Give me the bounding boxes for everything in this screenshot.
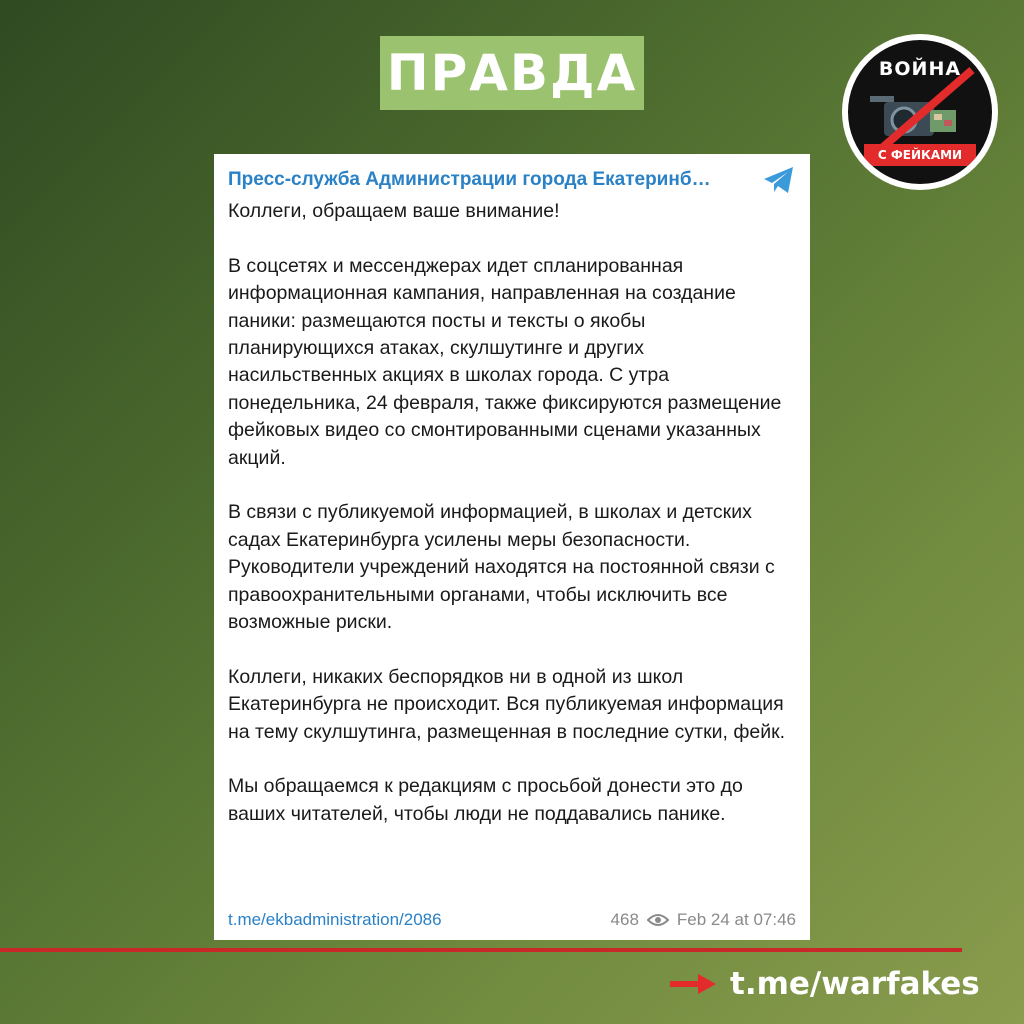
channel-name[interactable]: Пресс-служба Администрации города Екатеринб… [228, 169, 711, 190]
post-message [228, 198, 796, 856]
footer-link-text[interactable]: t.me/warfakes [730, 966, 980, 1002]
telegram-icon[interactable] [762, 165, 796, 195]
eye-icon [647, 913, 669, 927]
logo-circle [848, 40, 992, 184]
telegram-post-card [214, 154, 810, 940]
post-link[interactable]: t.me/ekbadministration/2086 [228, 910, 442, 929]
message-paragraph: В связи с публикуемой информацией, в школах и детских садах Екатеринбурга усилены меры безопасности. Руководители учреждений находятся на постоянной связи с правоохранительными органами, чтобы исключить все возможные риски. [228, 501, 775, 634]
message-paragraph: Коллеги, обращаем ваше внимание! [228, 200, 560, 222]
message-paragraph: Мы обращаемся к редакциям с просьбой донести это до ваших читателей, чтобы люди не поддавались панике. [228, 775, 743, 825]
war-with-fakes-logo[interactable] [842, 34, 998, 190]
channel-footer-link[interactable] [670, 962, 980, 1006]
logo-title: ВОЙНА [878, 58, 962, 80]
arrow-right-icon [670, 972, 718, 996]
logo-subtitle: С ФЕЙКАМИ [864, 144, 976, 166]
pravda-badge: ПРАВДА [380, 36, 644, 110]
message-paragraph: Коллеги, никаких беспорядков ни в одной из школ Екатеринбурга не происходит. Вся публикуемая информация на тему скулшутинга, размещенная в последние сутки, фейк. [228, 665, 786, 743]
post-header [228, 162, 796, 198]
post-date: Feb 24 at 07:46 [676, 910, 796, 929]
post-footer [228, 906, 796, 934]
message-paragraph: В соцсетях и мессенджерах идет спланированная информационная кампания, направленная на создание паники: размещаются посты и тексты о якобы планирующихся атаках, скулшутинге и других насильственных акциях в школах города. С утра понедельника, 24 февраля, также фиксируются размещение фейковых видео со смонтированными сценами указанных акций. [228, 254, 782, 469]
footer-divider [0, 948, 962, 952]
post-meta [611, 910, 796, 930]
view-count: 468 [610, 910, 639, 929]
